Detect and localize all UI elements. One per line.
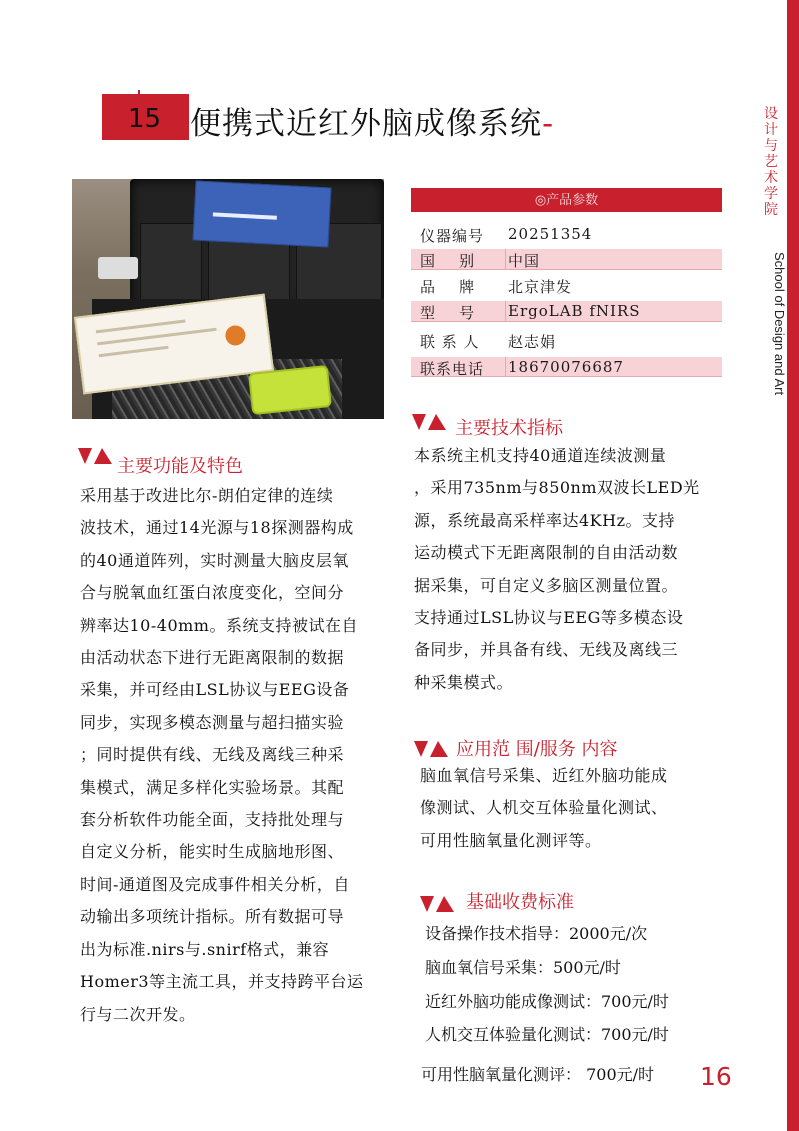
param-value: 18670076687 (508, 358, 624, 376)
section-marker-icon (414, 741, 448, 757)
text-line: 种采集模式。 (414, 672, 514, 692)
accessory (98, 257, 138, 279)
page-number: 16 (700, 1062, 732, 1091)
param-row (411, 224, 722, 244)
param-row (411, 357, 722, 377)
param-value: ErgoLAB fNIRS (508, 302, 641, 320)
text-line: 套分析软件功能全面，支持批处理与 (80, 810, 345, 830)
param-row (411, 301, 722, 322)
text-line: 合与脱氧血红蛋白浓度变化，空间分 (80, 583, 345, 603)
param-row (411, 330, 722, 350)
text-line: 辨率达10-40mm。系统支持被试在自 (80, 615, 358, 635)
text-line: 由活动状态下进行无距离限制的数据 (80, 648, 345, 668)
param-value: 20251354 (508, 225, 593, 243)
text-line: 脑血氧信号采集、近红外脑功能成 (420, 766, 668, 785)
specs-body (414, 440, 700, 699)
text-line: 采集，并可经由LSL协议与EEG设备 (80, 680, 350, 700)
param-label: 联 系 人 (420, 333, 480, 351)
section-marker-icon (78, 448, 112, 464)
features-heading: 主要功能及特色 (117, 456, 243, 477)
services-body (420, 760, 668, 857)
section-marker-icon (412, 414, 446, 430)
text-line: 运动模式下无距离限制的自由活动数 (414, 543, 679, 563)
text-line: 可用性脑氧量化测评等。 (420, 830, 602, 850)
text-line: ；同时提供有线、无线及离线三种采 (80, 745, 345, 765)
fee-item: 可用性脑氧量化测评： 700元/时 (421, 1065, 655, 1084)
features-body (80, 480, 364, 1031)
title-text: 便携式近红外脑成像系统 (190, 106, 542, 142)
fee-item: 近红外脑功能成像测试：700元/时 (425, 992, 669, 1011)
fee-item: 人机交互体验量化测试：700元/时 (425, 1025, 669, 1044)
text-line: 支持通过LSL协议与EEG等多模态设 (414, 608, 684, 628)
param-row (411, 275, 722, 295)
services-heading: 应用范 围/服务 内容 (456, 739, 618, 760)
text-line: 采用基于改进比尔-朗伯定律的连续 (80, 486, 334, 505)
title-suffix: - (542, 106, 555, 142)
text-line: 像测试、人机交互体验量化测试、 (420, 798, 668, 818)
param-label: 国 别 (420, 252, 476, 270)
text-line: 动输出多项统计指标。所有数据可导 (80, 907, 345, 927)
section-marker-icon (420, 896, 454, 912)
text-line: 波技术，通过14光源与18探测器构成 (80, 518, 354, 538)
device-unit (248, 365, 332, 415)
text-line: 时间-通道图及完成事件相关分析，自 (80, 874, 350, 894)
school-name-cn: 设计与艺术学院 (764, 106, 778, 218)
param-label: 仪器编号 (420, 227, 485, 245)
item-number: 15 (128, 104, 162, 134)
param-value: 中国 (508, 252, 541, 270)
product-photo (72, 179, 384, 419)
page-title (190, 98, 554, 143)
school-name-en: School of Design and Art (772, 252, 787, 396)
param-value: 北京津发 (508, 278, 573, 296)
text-line: 行与二次开发。 (80, 1004, 196, 1024)
param-label: 品 牌 (420, 278, 476, 296)
text-line: ，采用735nm与850nm双波长LED光 (414, 478, 700, 498)
text-line: 出为标准.nirs与.snirf格式，兼容 (80, 939, 330, 959)
fees-heading: 基础收费标准 (466, 892, 574, 913)
param-value: 赵志娟 (508, 333, 557, 351)
manual-booklet (193, 180, 332, 247)
text-line: 的40通道阵列，实时测量大脑皮层氧 (80, 550, 349, 570)
params-heading: ◎产品参数 (411, 188, 722, 212)
text-line: 集模式，满足多样化实验场景。其配 (80, 777, 345, 797)
certificate-seal (224, 324, 246, 346)
text-line: Homer3等主流工具，并支持跨平台运 (80, 972, 364, 992)
text-line: 源，系统最高采样率达4KHz。支持 (414, 510, 676, 530)
param-label: 型 号 (420, 304, 476, 322)
specs-heading: 主要技术指标 (455, 418, 563, 439)
fee-item: 设备操作技术指导：2000元/次 (425, 924, 648, 943)
text-line: 同步，实现多模态测量与超扫描实验 (80, 712, 345, 732)
param-row (411, 249, 722, 270)
text-line: 本系统主机支持40通道连续波测量 (414, 446, 667, 465)
text-line: 备同步，并具备有线、无线及离线三 (414, 640, 679, 660)
text-line: 自定义分析，能实时生成脑地形图、 (80, 842, 345, 862)
right-edge-bar (787, 0, 799, 1131)
param-label: 联系电话 (420, 360, 485, 378)
text-line: 据采集，可自定义多脑区测量位置。 (414, 575, 679, 595)
fee-item: 脑血氧信号采集：500元/时 (425, 958, 621, 977)
